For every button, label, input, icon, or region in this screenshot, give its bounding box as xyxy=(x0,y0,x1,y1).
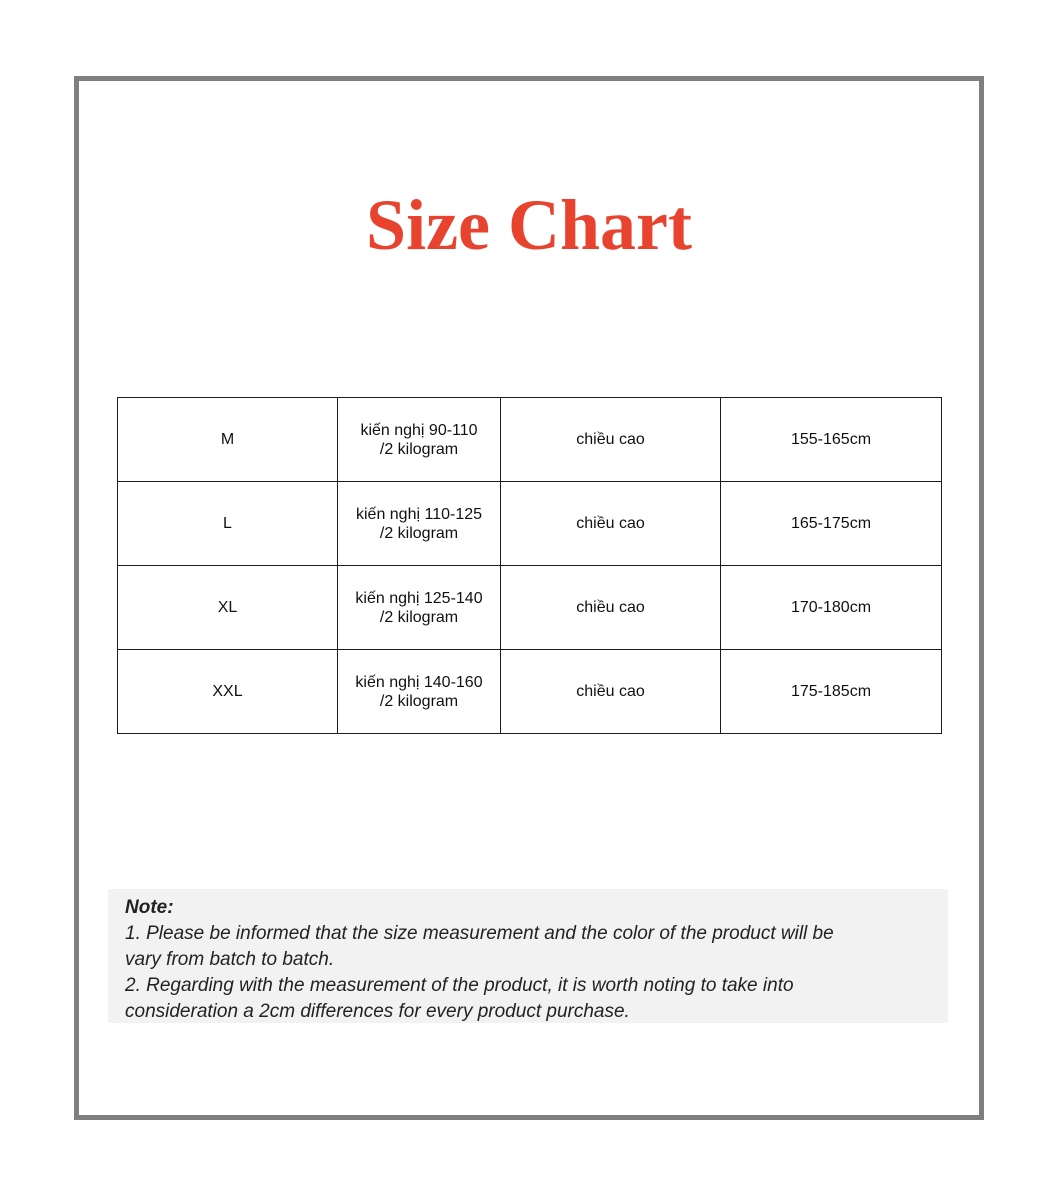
weight-unit: /2 kilogram xyxy=(379,608,459,626)
height-label-cell: chiều cao xyxy=(501,482,721,566)
note-box xyxy=(108,889,948,1023)
table-row xyxy=(118,482,942,566)
weight-cell xyxy=(338,482,501,566)
height-range-cell: 175-185cm xyxy=(721,650,942,734)
note-title: Note: xyxy=(125,897,174,918)
weight-unit: /2 kilogram xyxy=(379,692,459,710)
height-range-cell: 170-180cm xyxy=(721,566,942,650)
height-range-cell: 155-165cm xyxy=(721,398,942,482)
height-label-cell: chiều cao xyxy=(501,398,721,482)
size-cell: XL xyxy=(118,566,338,650)
weight-cell xyxy=(338,398,501,482)
note-line: 1. Please be informed that the size measurement and the color of the product will be xyxy=(125,923,834,944)
weight-unit: /2 kilogram xyxy=(379,524,459,542)
table-row xyxy=(118,650,942,734)
height-range-cell: 165-175cm xyxy=(721,482,942,566)
weight-range: kiến nghị 110-125 xyxy=(355,505,483,523)
height-label-cell: chiều cao xyxy=(501,566,721,650)
table-row xyxy=(118,398,942,482)
weight-cell xyxy=(338,650,501,734)
note-line: 2. Regarding with the measurement of the product, it is worth noting to take into xyxy=(125,975,794,996)
size-cell: XXL xyxy=(118,650,338,734)
note-line: consideration a 2cm differences for every product purchase. xyxy=(125,1001,630,1022)
weight-cell xyxy=(338,566,501,650)
weight-range: kiến nghị 140-160 xyxy=(355,673,483,691)
height-label-cell: chiều cao xyxy=(501,650,721,734)
table-row xyxy=(118,566,942,650)
weight-unit: /2 kilogram xyxy=(379,440,459,458)
weight-range: kiến nghị 125-140 xyxy=(355,589,483,607)
note-line: vary from batch to batch. xyxy=(125,949,335,970)
page-title: Size Chart xyxy=(366,185,692,265)
size-table xyxy=(117,397,942,734)
weight-range: kiến nghị 90-110 xyxy=(360,421,478,439)
size-cell: L xyxy=(118,482,338,566)
size-chart-frame xyxy=(74,76,984,1120)
size-cell: M xyxy=(118,398,338,482)
